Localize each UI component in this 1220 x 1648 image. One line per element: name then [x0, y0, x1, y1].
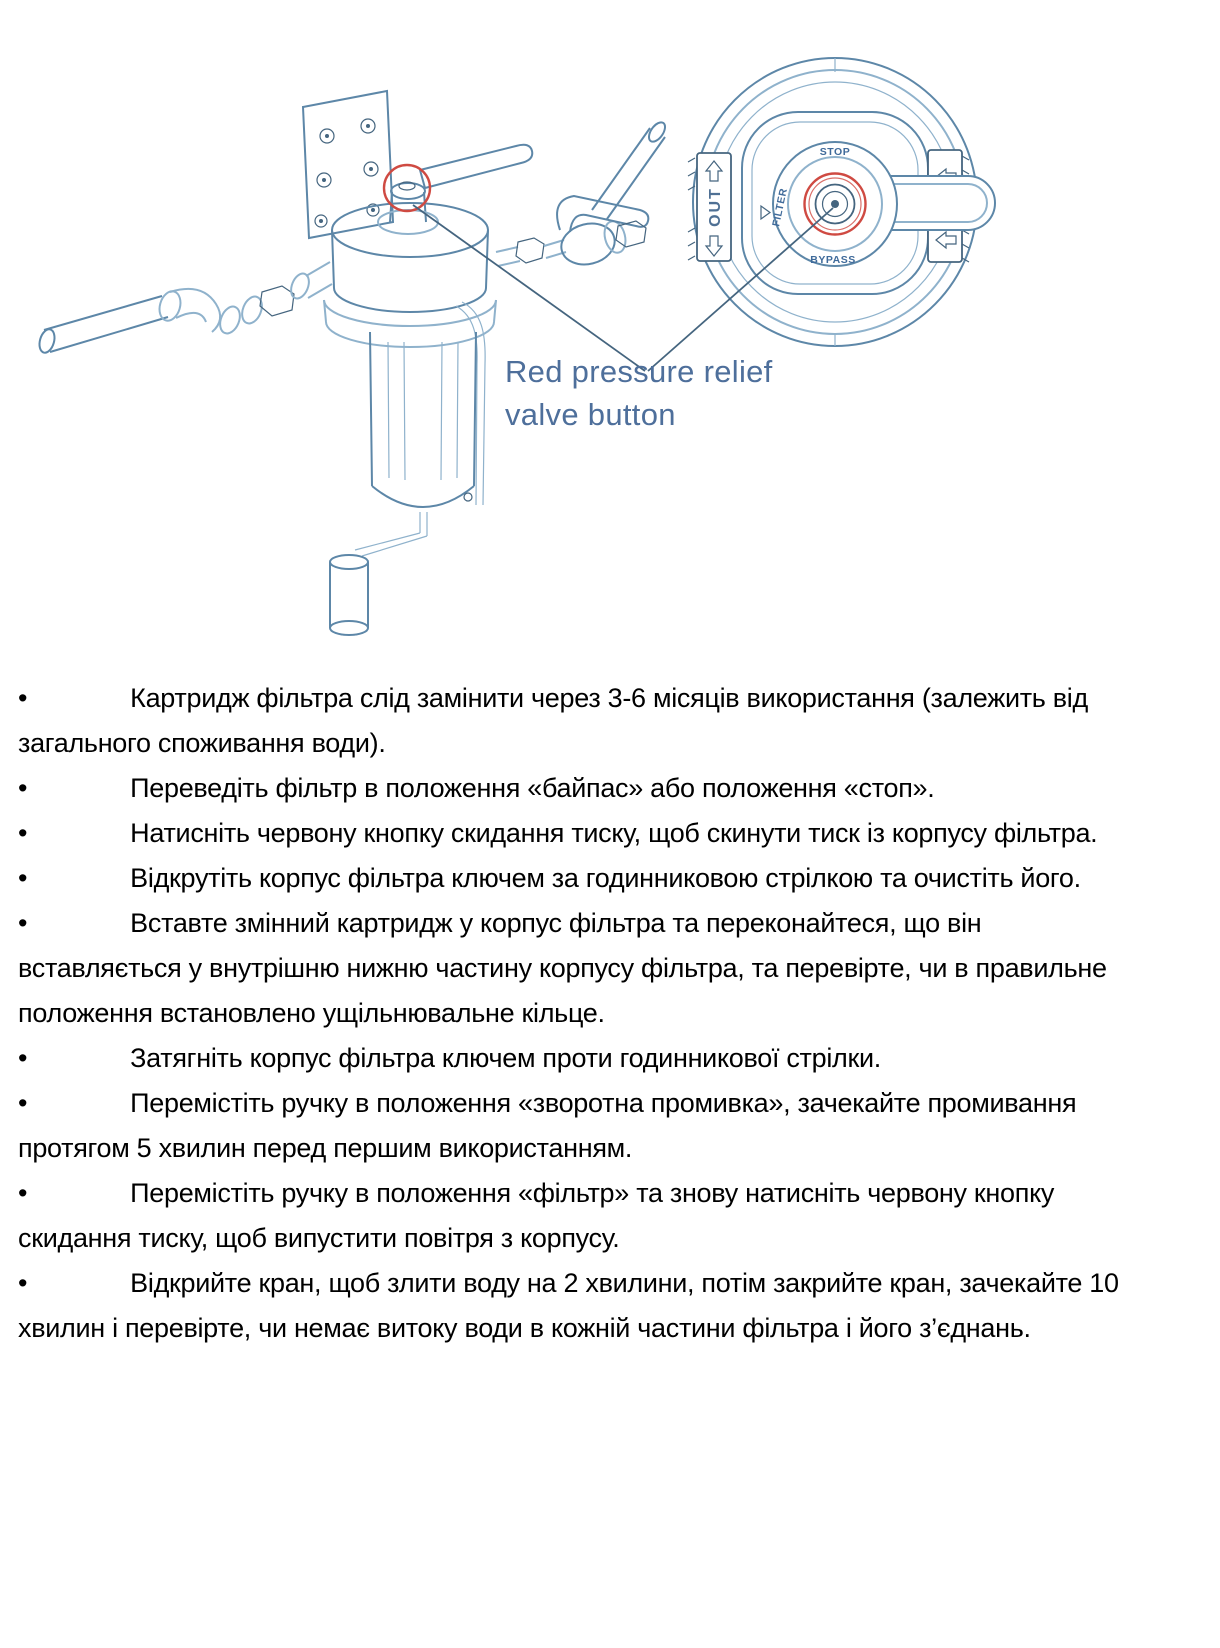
- list-item-text: Переведіть фільтр в положення «байпас» або положення «стоп».: [130, 773, 935, 803]
- dial-filter-label: FILTER: [770, 187, 790, 228]
- list-item-text: Затягніть корпус фільтра ключем проти годинникової стрілки.: [130, 1043, 881, 1073]
- list-item-text: Перемістіть ручку в положення «фільтр» та знову натисніть червону кнопку скидання тиску, щоб випустити повітря з корпусу.: [18, 1178, 1055, 1253]
- list-item-text: Відкрутіть корпус фільтра ключем за годинниковою стрілкою та очистіть його.: [130, 863, 1081, 893]
- bullet-icon: •: [18, 683, 28, 713]
- list-item: [18, 1171, 1148, 1261]
- filter-diagram-svg: [0, 0, 1220, 665]
- list-item-text: Картридж фільтра слід замінити через 3-6 місяців використання (залежить від загального споживання води).: [18, 683, 1088, 758]
- dial-stop-label: STOP: [819, 146, 851, 158]
- dial-pointer-icon: [761, 206, 770, 219]
- bullet-icon: •: [18, 1043, 28, 1073]
- filter-head: [324, 203, 496, 347]
- list-item: [18, 901, 1148, 1036]
- list-item-text: Вставте змінний картридж у корпус фільтра та переконайтеся, що він вставляється у внутрішню нижню частину корпусу фільтра, та перевірте, чи в правильне положення встановлено ущільнювальне кільце.: [18, 908, 1107, 1028]
- list-item: [18, 856, 1148, 901]
- drain-outlet: [330, 512, 427, 635]
- bullet-icon: •: [18, 773, 28, 803]
- list-item-text: Натисніть червону кнопку скидання тиску, щоб скинути тиск із корпусу фільтра.: [130, 818, 1098, 848]
- figure-caption-line1: Red pressure relief: [505, 354, 773, 389]
- bullet-icon: •: [18, 863, 28, 893]
- filter-handle-lever: [420, 145, 532, 188]
- list-item: [18, 766, 1148, 811]
- outlet-pipe: [496, 120, 668, 270]
- bullet-icon: •: [18, 1088, 28, 1118]
- figure-caption: [505, 350, 773, 436]
- list-item: [18, 1036, 1148, 1081]
- list-item-text: Перемістіть ручку в положення «зворотна промивка», зачекайте промивання протягом 5 хвилин перед першим використанням.: [18, 1088, 1077, 1163]
- list-item: [18, 1261, 1148, 1351]
- instruction-list: [18, 676, 1148, 1351]
- out-port-label: OUT: [707, 187, 724, 227]
- installation-figure: [0, 0, 1220, 665]
- valve-dial: [761, 142, 897, 266]
- bullet-icon: •: [18, 908, 28, 938]
- dial-bypass-label: BYPASS: [810, 254, 856, 266]
- tube: [456, 302, 485, 505]
- mounting-bracket: [303, 91, 393, 238]
- leader-line: [648, 208, 833, 371]
- list-item: [18, 1081, 1148, 1171]
- bullet-icon: •: [18, 818, 28, 848]
- inlet-pipe: [37, 262, 332, 354]
- list-item-text: Відкрийте кран, щоб злити воду на 2 хвилини, потім закрийте кран, зачекайте 10 хвилин і перевірте, чи немає витоку води в кожній частини фільтра і його з’єднань.: [18, 1268, 1119, 1343]
- list-item: [18, 676, 1148, 766]
- out-port-tab: [697, 153, 731, 261]
- valve-top-view-diagram: [688, 58, 995, 346]
- bullet-icon: •: [18, 1268, 28, 1298]
- list-item: [18, 811, 1148, 856]
- filter-bowl: [370, 332, 476, 507]
- figure-caption-line2: valve button: [505, 397, 676, 432]
- bullet-icon: •: [18, 1178, 28, 1208]
